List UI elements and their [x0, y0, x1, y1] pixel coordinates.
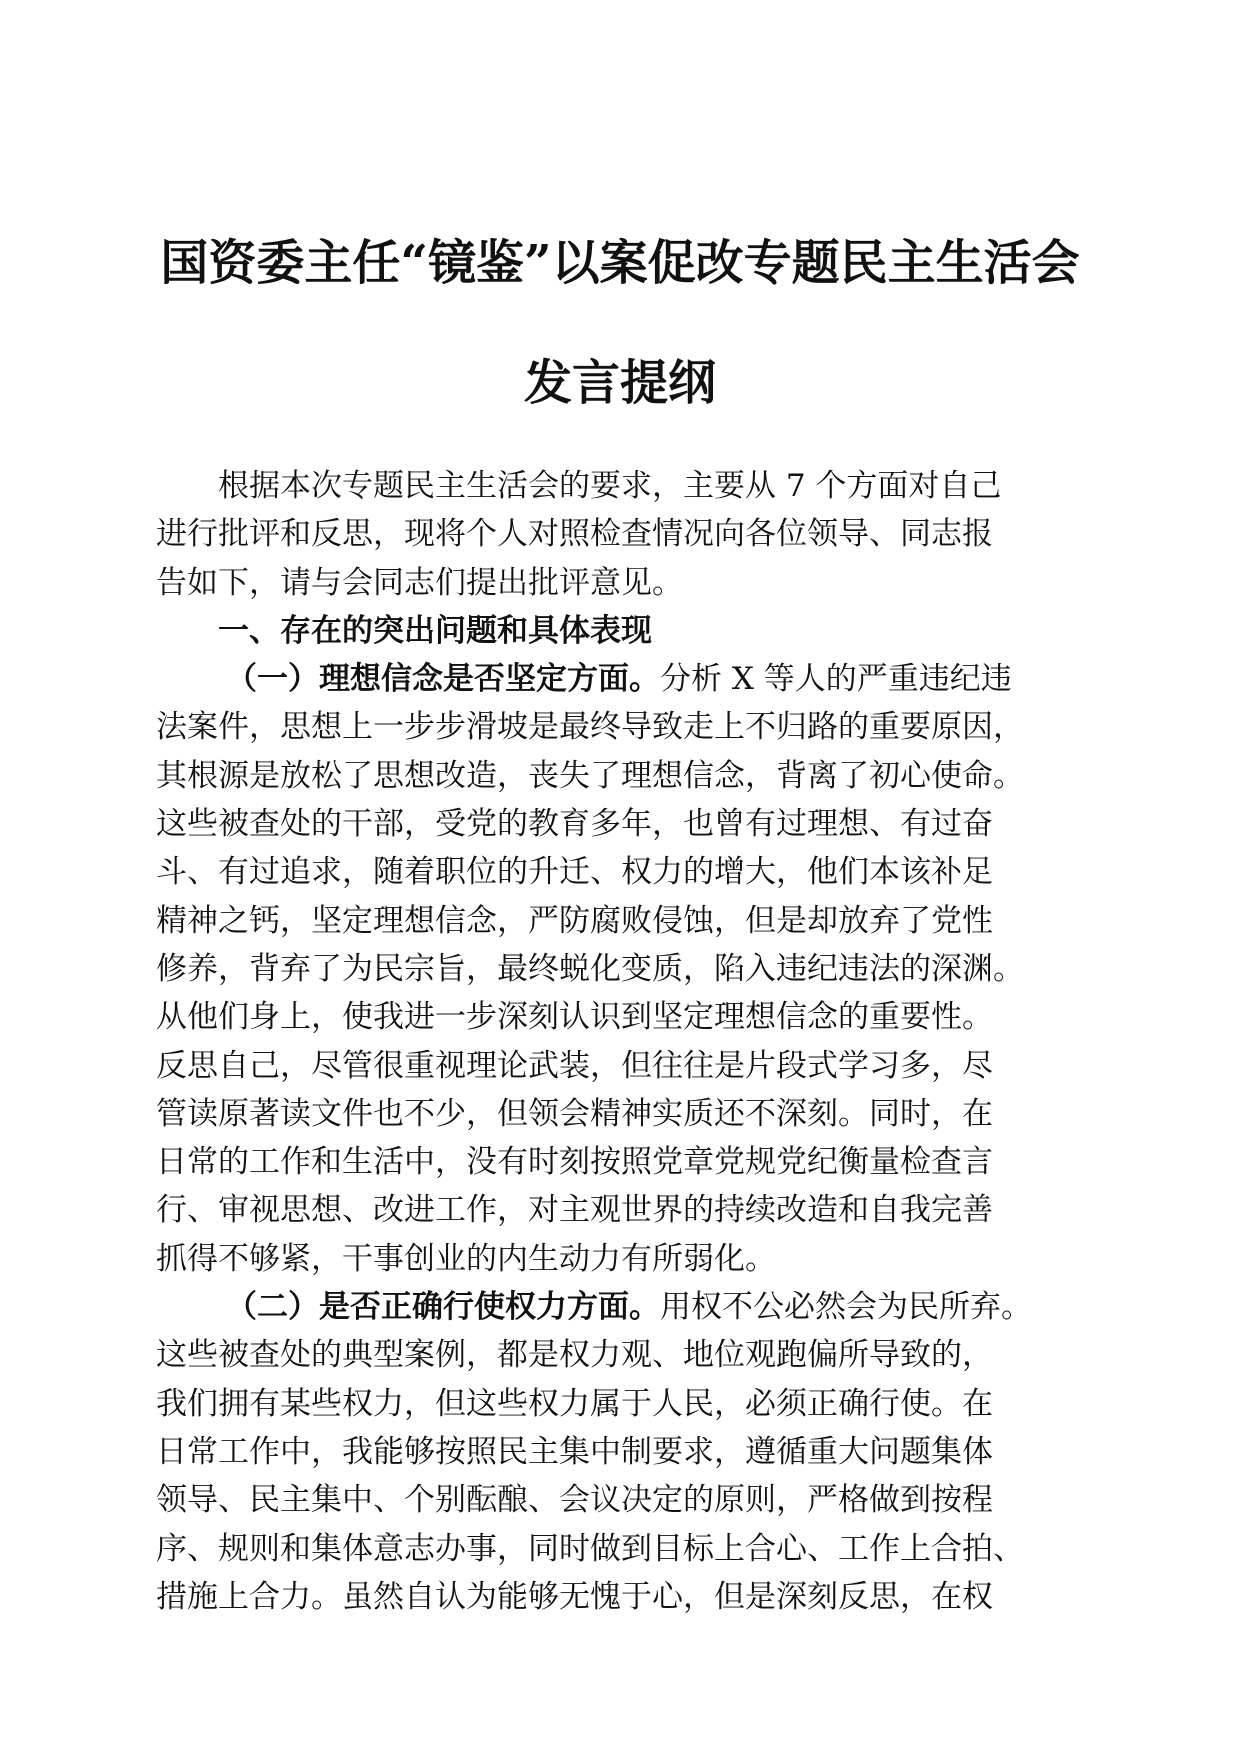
- item1-line: 斗、有过追求，随着职位的升迁、权力的增大，他们本该补足: [156, 854, 993, 891]
- item2-first-line: [156, 1283, 1086, 1331]
- item1-line: 反思自己，尽管很重视理论武装，但往往是片段式学习多，尽: [156, 1047, 993, 1084]
- item1-line: 行、审视思想、改进工作，对主观世界的持续改造和自我完善: [156, 1192, 993, 1229]
- item1-line: 日常的工作和生活中，没有时刻按照党章党规党纪衡量检查言: [156, 1144, 993, 1181]
- item1-line: 这些被查处的干部，受党的教育多年，也曾有过理想、有过奋: [156, 806, 993, 843]
- intro-line: 告如下，请与会同志们提出批评意见。: [156, 564, 683, 601]
- item2-line: 这些被查处的典型案例，都是权力观、地位观跑偏所导致的，: [156, 1337, 993, 1374]
- item2-first-rest: 用权不公必然会为民所弃。: [660, 1289, 1032, 1326]
- document-body: [156, 462, 1086, 1621]
- item2-line: 日常工作中，我能够按照民主集中制要求，遵循重大问题集体: [156, 1433, 993, 1470]
- item1-title: （一）理想信念是否坚定方面。: [226, 661, 660, 698]
- item1-line: 从他们身上，使我进一步深刻认识到坚定理想信念的重要性。: [156, 999, 993, 1036]
- item2-line: 我们拥有某些权力，但这些权力属于人民，必须正确行使。在: [156, 1385, 993, 1422]
- item2-line: 序、规则和集体意志办事，同时做到目标上合心、工作上合拍、: [156, 1530, 1024, 1567]
- item1-line: 精神之钙，坚定理想信念，严防腐败侵蚀，但是却放弃了党性: [156, 902, 993, 939]
- intro-line: 进行批评和反思，现将个人对照检查情况向各位领导、同志报: [156, 516, 993, 553]
- item1-first-line: [156, 655, 1086, 703]
- item1-line: 其根源是放松了思想改造，丧失了理想信念，背离了初心使命。: [156, 757, 1024, 794]
- item1-line: 修养，背弃了为民宗旨，最终蜕化变质，陷入违纪违法的深渊。: [156, 950, 1024, 987]
- item1-line: 抓得不够紧，干事创业的内生动力有所弱化。: [156, 1240, 776, 1277]
- item1-line: 法案件，思想上一步步滑坡是最终导致走上不归路的重要原因，: [156, 709, 1024, 746]
- document-title-line-1: 国资委主任“镜鉴”以案促改专题民主生活会: [160, 235, 1080, 291]
- document-title-line-2: 发言提纲: [523, 355, 716, 411]
- item2-line: 领导、民主集中、个别酝酿、会议决定的原则，严格做到按程: [156, 1482, 993, 1519]
- item1-line: 管读原著读文件也不少，但领会精神实质还不深刻。同时，在: [156, 1095, 993, 1132]
- item1-first-rest: 分析 X 等人的严重违纪违: [660, 661, 1012, 698]
- item2-title: （二）是否正确行使权力方面。: [226, 1289, 660, 1326]
- section-heading: 一、存在的突出问题和具体表现: [218, 612, 652, 649]
- intro-line: 根据本次专题民主生活会的要求，主要从 7 个方面对自己: [218, 468, 1002, 504]
- item2-line: 措施上合力。虽然自认为能够无愧于心，但是深刻反思，在权: [156, 1578, 993, 1615]
